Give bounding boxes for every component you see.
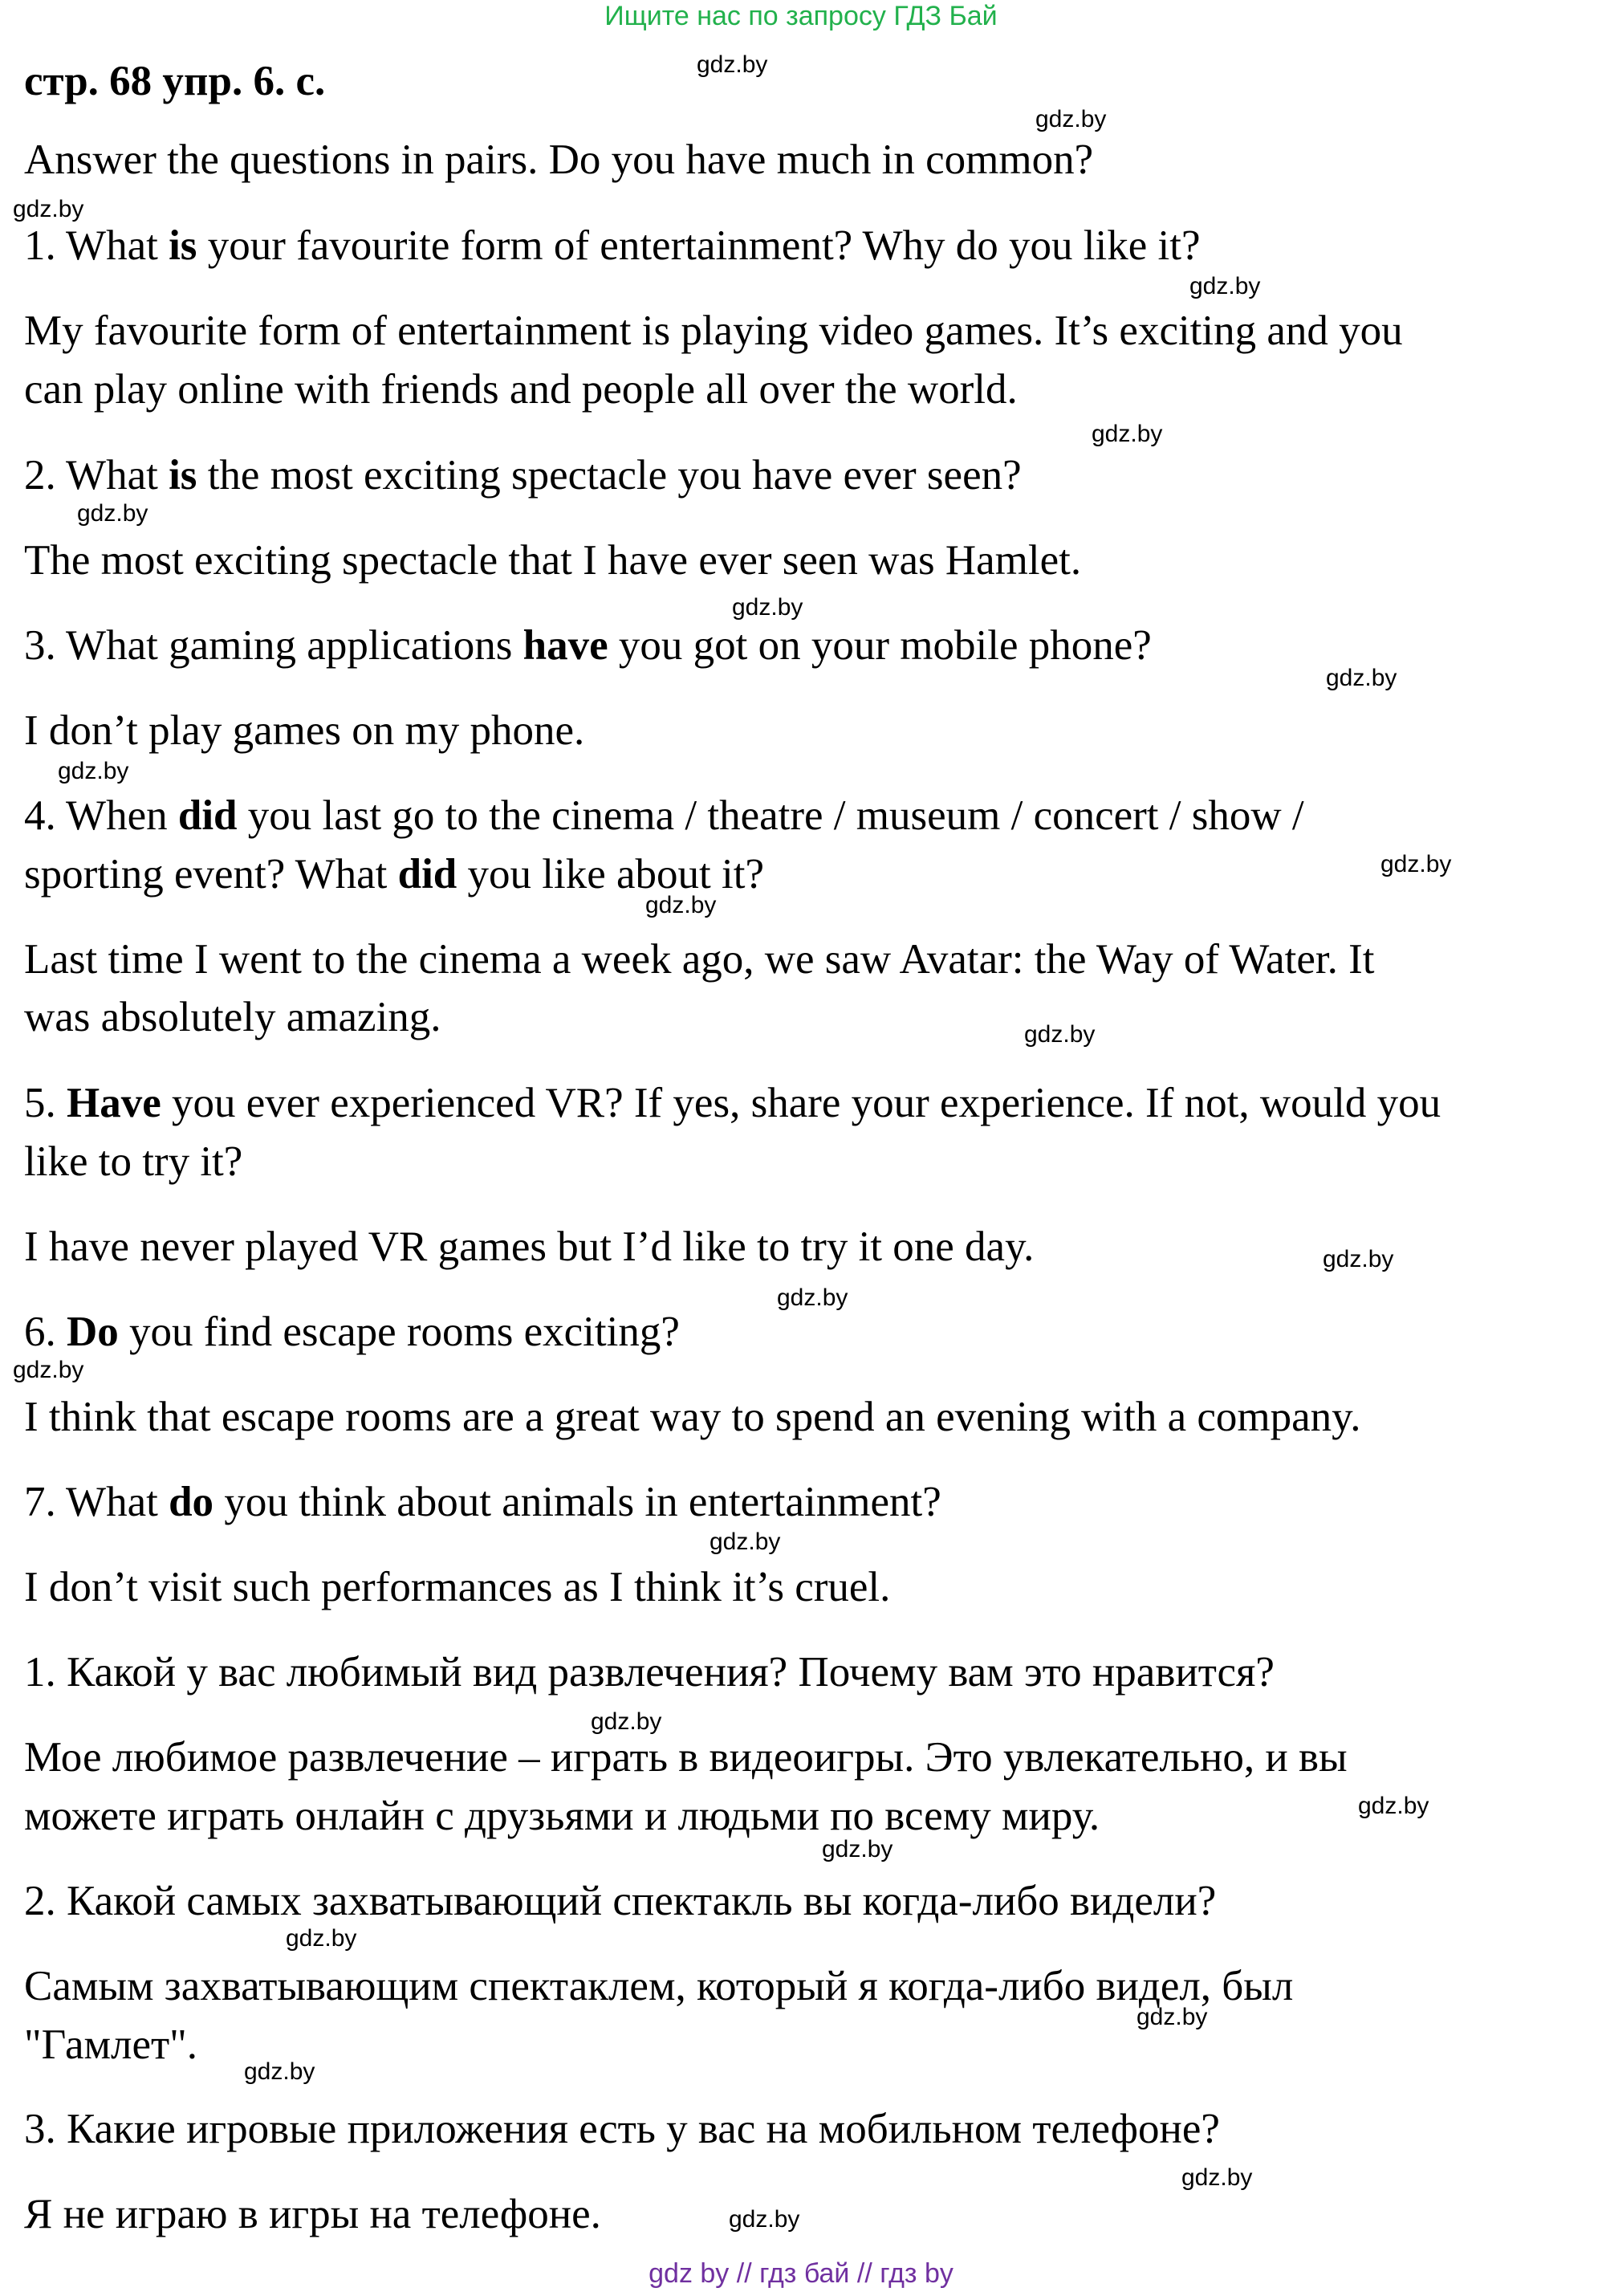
question-2-en: 2. What is the most exciting spectacle you have ever seen? <box>24 452 1022 499</box>
answer-4-en-line-1: Last time I went to the cinema a week ago, we saw Avatar: the Way of Water. It <box>24 936 1375 983</box>
watermark: gdz.by <box>591 1708 662 1735</box>
answer-2-ru-line-2: "Гамлет". <box>24 2021 198 2068</box>
question-4-en-line-2: sporting event? What did you like about it? <box>24 851 764 898</box>
watermark: gdz.by <box>1358 1793 1429 1819</box>
watermark: gdz.by <box>1323 1246 1394 1272</box>
page-title: стр. 68 упр. 6. с. <box>24 58 326 104</box>
question-5-en-line-2: like to try it? <box>24 1138 243 1185</box>
answer-1-ru-line-1: Мое любимое развлечение – играть в видеоигры. Это увлекательно, и вы <box>24 1734 1348 1781</box>
watermark: gdz.by <box>1035 106 1107 132</box>
answer-2-en: The most exciting spectacle that I have ever seen was Hamlet. <box>24 537 1082 584</box>
answer-1-ru-line-2: можете играть онлайн с друзьями и людьми по всему миру. <box>24 1793 1100 1839</box>
watermark: gdz.by <box>697 51 768 78</box>
search-banner[interactable]: Ищите нас по запросу ГДЗ Бай <box>604 1 998 31</box>
question-5-en-line-1: 5. Have you ever experienced VR? If yes, share your experience. If not, would you <box>24 1080 1441 1126</box>
answer-1-en-line-2: can play online with friends and people all over the world. <box>24 366 1018 413</box>
answer-6-en: I think that escape rooms are a great way to spend an evening with a company. <box>24 1394 1361 1440</box>
watermark: gdz.by <box>1136 2004 1208 2030</box>
question-1-ru: 1. Какой у вас любимый вид развлечения? Почему вам это нравится? <box>24 1649 1275 1696</box>
watermark: gdz.by <box>1181 2164 1253 2191</box>
answer-7-en: I don’t visit such performances as I think it’s cruel. <box>24 1564 891 1610</box>
watermark: gdz.by <box>1326 665 1397 691</box>
question-2-ru: 2. Какой самых захватывающий спектакль вы когда-либо видели? <box>24 1878 1217 1924</box>
watermark: gdz.by <box>732 594 803 621</box>
question-3-ru: 3. Какие игровые приложения есть у вас на мобильном телефоне? <box>24 2106 1220 2152</box>
question-6-en: 6. Do you find escape rooms exciting? <box>24 1309 680 1355</box>
answer-2-ru-line-1: Самым захватывающим спектаклем, который я когда-либо видел, был <box>24 1963 1294 2009</box>
footer-links[interactable]: gdz by // гдз бай // гдз by <box>649 2258 953 2289</box>
answer-4-en-line-2: was absolutely amazing. <box>24 994 441 1040</box>
answer-3-ru: Я не играю в игры на телефоне. <box>24 2191 601 2237</box>
watermark: gdz.by <box>1380 851 1452 877</box>
watermark: gdz.by <box>777 1284 848 1311</box>
watermark: gdz.by <box>77 500 148 527</box>
answer-3-en: I don’t play games on my phone. <box>24 707 585 754</box>
watermark: gdz.by <box>13 1357 84 1383</box>
watermark: gdz.by <box>58 758 129 784</box>
watermark: gdz.by <box>1189 273 1261 299</box>
watermark: gdz.by <box>1092 421 1163 447</box>
answer-1-en-line-1: My favourite form of entertainment is playing video games. It’s exciting and you <box>24 307 1403 354</box>
question-1-en: 1. What is your favourite form of entertainment? Why do you like it? <box>24 222 1201 269</box>
watermark: gdz.by <box>710 1529 781 1555</box>
watermark: gdz.by <box>286 1925 357 1952</box>
question-3-en: 3. What gaming applications have you got on your mobile phone? <box>24 622 1152 669</box>
question-7-en: 7. What do you think about animals in entertainment? <box>24 1479 941 1525</box>
question-4-en-line-1: 4. When did you last go to the cinema / theatre / museum / concert / show / <box>24 792 1304 839</box>
answer-5-en: I have never played VR games but I’d like to try it one day. <box>24 1223 1035 1270</box>
watermark: gdz.by <box>1024 1021 1096 1048</box>
task-instruction: Answer the questions in pairs. Do you have much in common? <box>24 136 1094 183</box>
watermark: gdz.by <box>822 1836 893 1862</box>
watermark: gdz.by <box>244 2058 315 2085</box>
watermark: gdz.by <box>645 892 717 918</box>
watermark: gdz.by <box>729 2206 800 2233</box>
watermark: gdz.by <box>13 196 84 222</box>
